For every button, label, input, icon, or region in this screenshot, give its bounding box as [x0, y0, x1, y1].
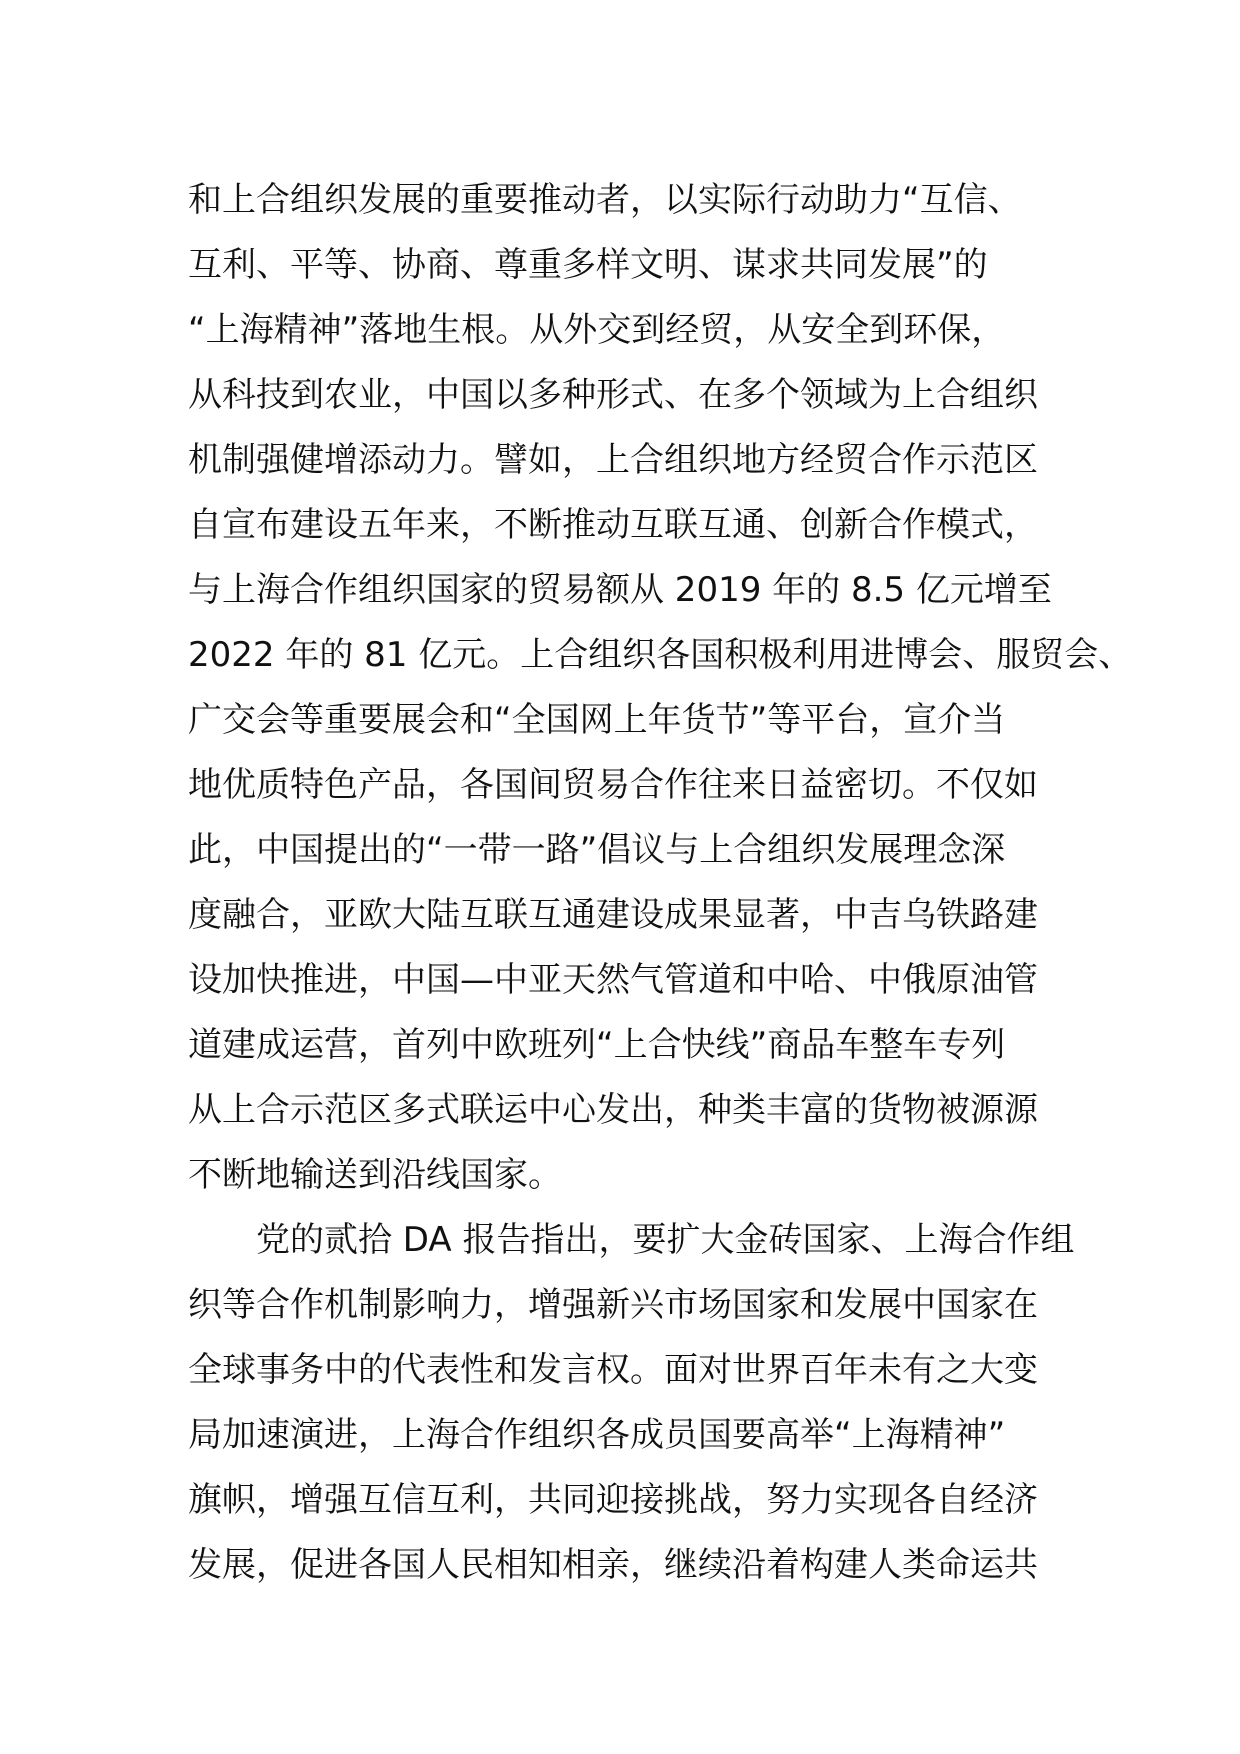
text-line: “上海精神”落地生根。从外交到经贸，从安全到环保， — [188, 310, 1006, 350]
text-line: 不断地输送到沿线国家。 — [188, 1155, 562, 1195]
text-line: 设加快推进，中国—中亚天然气管道和中哈、中俄原油管 — [188, 960, 1038, 1000]
text-line: 和上合组织发展的重要推动者，以实际行动助力“互信、 — [188, 180, 1022, 220]
text-line: 度融合，亚欧大陆互联互通建设成果显著，中吉乌铁路建 — [188, 895, 1038, 935]
text-line: 发展，促进各国人民相知相亲，继续沿着构建人类命运共 — [188, 1545, 1038, 1585]
text-line: 2022 年的 81 亿元。上合组织各国积极利用进博会、服贸会、 — [188, 635, 1133, 675]
text-line: 全球事务中的代表性和发言权。面对世界百年未有之大变 — [188, 1350, 1038, 1390]
text-line: 自宣布建设五年来，不断推动互联互通、创新合作模式， — [188, 505, 1038, 545]
text-line: 旗帜，增强互信互利，共同迎接挑战，努力实现各自经济 — [188, 1480, 1038, 1520]
text-line: 机制强健增添动力。譬如，上合组织地方经贸合作示范区 — [188, 440, 1038, 480]
text-line: 广交会等重要展会和“全国网上年货节”等平台，宣介当 — [188, 700, 1006, 740]
text-line: 互利、平等、协商、尊重多样文明、谋求共同发展”的 — [188, 245, 988, 285]
text-line: 与上海合作组织国家的贸易额从 2019 年的 8.5 亿元增至 — [188, 570, 1052, 610]
text-line: 从科技到农业，中国以多种形式、在多个领域为上合组织 — [188, 375, 1038, 415]
text-line: 从上合示范区多式联运中心发出，种类丰富的货物被源源 — [188, 1090, 1038, 1130]
body-text — [188, 168, 1133, 1598]
text-line: 道建成运营，首列中欧班列“上合快线”商品车整车专列 — [188, 1025, 1006, 1065]
text-line: 局加速演进，上海合作组织各成员国要高举“上海精神” — [188, 1415, 1006, 1455]
text-line: 织等合作机制影响力，增强新兴市场国家和发展中国家在 — [188, 1285, 1038, 1325]
text-line: 此，中国提出的“一带一路”倡议与上合组织发展理念深 — [188, 830, 1006, 870]
text-line: 地优质特色产品，各国间贸易合作往来日益密切。不仅如 — [188, 765, 1038, 805]
text-line: 党的贰拾 DA 报告指出，要扩大金砖国家、上海合作组 — [256, 1220, 1075, 1260]
